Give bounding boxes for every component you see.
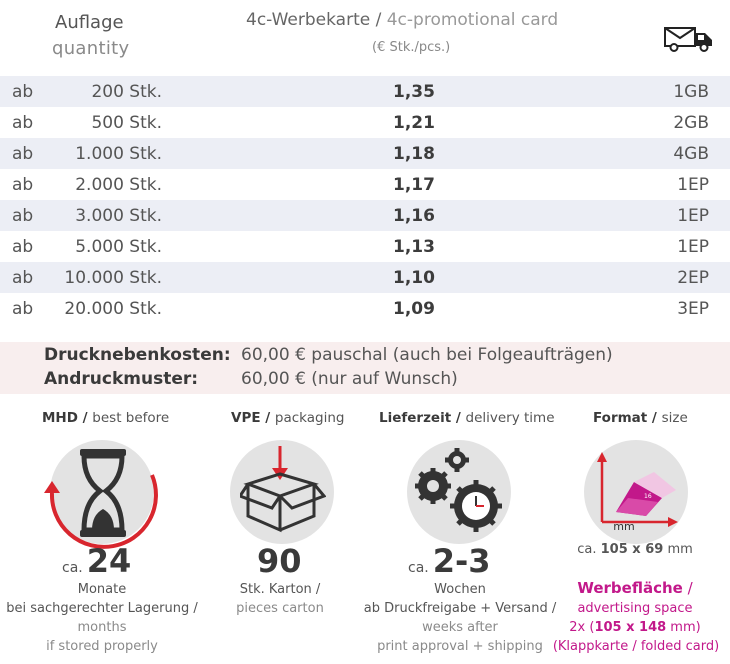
row-shipping: 3EP xyxy=(677,299,709,319)
vpe-line2: pieces carton xyxy=(236,601,324,616)
row-quantity: 3.000 Stk. xyxy=(75,206,162,226)
row-quantity: 10.000 Stk. xyxy=(64,268,162,288)
table-row xyxy=(0,262,730,293)
row-shipping: 1EP xyxy=(677,175,709,195)
row-price: 1,16 xyxy=(393,206,435,226)
row-quantity: 200 Stk. xyxy=(91,82,162,102)
row-shipping: 1EP xyxy=(677,206,709,226)
row-price: 1,13 xyxy=(393,237,435,257)
format-mm-label: mm xyxy=(613,520,635,533)
row-price: 1,18 xyxy=(393,144,435,164)
price-unit: (€ Stk./pcs.) xyxy=(372,40,451,55)
lieferzeit-line4: print approval + shipping xyxy=(377,639,543,654)
lieferzeit-value: ca. 2-3 xyxy=(408,542,491,580)
row-shipping: 4GB xyxy=(673,144,709,164)
mhd-title: MHD / best before xyxy=(42,410,170,426)
row-price: 1,17 xyxy=(393,175,435,195)
werbeflaeche-line1: advertising space xyxy=(577,601,693,616)
row-price: 1,10 xyxy=(393,268,435,288)
hourglass-icon xyxy=(40,435,164,551)
row-shipping: 2EP xyxy=(677,268,709,288)
table-row xyxy=(0,169,730,200)
row-prefix: ab xyxy=(12,113,34,133)
druck-costs-label: Drucknebenkosten: xyxy=(44,345,231,365)
row-shipping: 1EP xyxy=(677,237,709,257)
row-prefix: ab xyxy=(12,144,34,164)
werbeflaeche-line2: 2x (105 x 148 mm) xyxy=(569,620,701,635)
row-price: 1,09 xyxy=(393,299,435,319)
row-prefix: ab xyxy=(12,82,34,102)
table-row xyxy=(0,138,730,169)
row-quantity: 500 Stk. xyxy=(91,113,162,133)
lieferzeit-line1: Wochen xyxy=(434,582,486,597)
table-row xyxy=(0,107,730,138)
product-en: 4c-promotional card xyxy=(386,10,559,30)
row-shipping: 1GB xyxy=(673,82,709,102)
table-row xyxy=(0,200,730,231)
andruck-line xyxy=(44,369,458,389)
row-prefix: ab xyxy=(12,237,34,257)
column-header-quantity: quantity xyxy=(52,38,130,59)
mhd-line1: Monate xyxy=(77,582,127,597)
row-price: 1,21 xyxy=(393,113,435,133)
lieferzeit-title: Lieferzeit / delivery time xyxy=(379,410,555,426)
extra-costs-box xyxy=(0,342,730,394)
row-quantity: 1.000 Stk. xyxy=(75,144,162,164)
lieferzeit-line2: ab Druckfreigabe + Versand / xyxy=(363,601,557,616)
werbeflaeche-title: Werbefläche / xyxy=(577,579,693,597)
product-de: 4c-Werbekarte / xyxy=(246,10,387,30)
row-shipping: 2GB xyxy=(673,113,709,133)
row-quantity: 2.000 Stk. xyxy=(75,175,162,195)
vpe-title: VPE / packaging xyxy=(231,410,345,426)
table-row xyxy=(0,231,730,262)
row-price: 1,35 xyxy=(393,82,435,102)
column-header-product xyxy=(246,10,558,30)
mhd-line4: if stored properly xyxy=(46,639,158,654)
format-size: ca. 105 x 69 mm xyxy=(577,542,693,557)
werbeflaeche-line3: (Klappkarte / folded card) xyxy=(552,639,720,654)
gears-clock-icon xyxy=(410,444,510,544)
vpe-line1: Stk. Karton / xyxy=(239,582,321,597)
price-table xyxy=(0,76,730,324)
table-row xyxy=(0,293,730,324)
row-quantity: 5.000 Stk. xyxy=(75,237,162,257)
box-icon xyxy=(240,446,326,536)
andruck-label: Andruckmuster: xyxy=(44,369,199,389)
druck-costs-value: 60,00 € pauschal (auch bei Folgeaufträgen) xyxy=(241,345,613,365)
row-prefix: ab xyxy=(12,268,34,288)
mhd-line2: bei sachgerechter Lagerung / xyxy=(6,601,198,616)
andruck-value: 60,00 € (nur auf Wunsch) xyxy=(241,369,458,389)
format-title: Format / size xyxy=(593,410,688,426)
mhd-line3: months xyxy=(77,620,127,635)
druck-costs-line xyxy=(44,345,613,365)
row-prefix: ab xyxy=(12,206,34,226)
mail-truck-icon xyxy=(664,24,714,52)
svg-text:16: 16 xyxy=(644,493,652,500)
row-prefix: ab xyxy=(12,299,34,319)
column-header-auflage: Auflage xyxy=(55,12,124,33)
mhd-value: ca. 24 xyxy=(62,542,132,580)
lieferzeit-line3: weeks after xyxy=(422,620,498,635)
row-quantity: 20.000 Stk. xyxy=(64,299,162,319)
row-prefix: ab xyxy=(12,175,34,195)
vpe-value: 90 xyxy=(257,542,302,580)
table-row xyxy=(0,76,730,107)
